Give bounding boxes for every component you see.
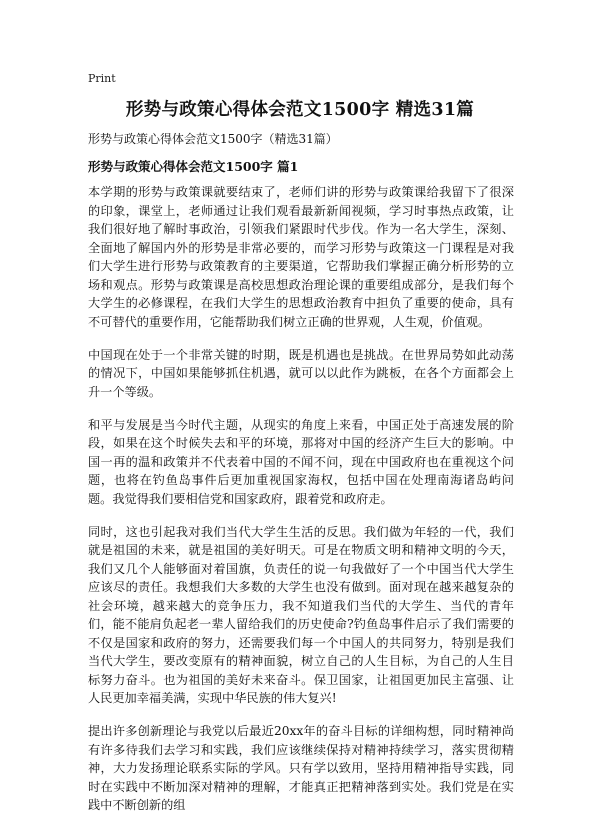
print-label[interactable]: Print [88, 72, 116, 85]
paragraph: 中国现在处于一个非常关键的时期，既是机遇也是挑战。在世界局势如此动荡的情况下，中国如果能够抓住机遇，就可以以此作为跳板，在各个方面都会上升一个等级。 [88, 347, 514, 399]
section-heading: 形势与政策心得体会范文1500字 篇1 [88, 159, 299, 174]
document-body [88, 183, 514, 829]
document-title: 形势与政策心得体会范文1500字 精选31篇 [125, 100, 475, 120]
paragraph: 本学期的形势与政策课就要结束了，老师们讲的形势与政策课给我留下了很深的印象，课堂上，老师通过让我们观看最新新闻视频，学习时事热点政策，让我们很好地了解时事政治，引领我们紧跟时代步伐。作为一名大学生，深刻、全面地了解国内外的形势是非常必要的，而学习形势与政策这一门课程是对我们大学生进行形势与政策教育的主要渠道，它帮助我们掌握正确分析形势的立场和观点。形势与政策课是高校思想政治理论课的重要组成部分，是我们每个大学生的必修课程，在我们大学生的思想政治教育中担负了重要的使命，具有不可替代的重要作用，它能帮助我们树立正确的世界观，人生观，价值观。 [88, 185, 514, 329]
paragraph: 同时，这也引起我对我们当代大学生生活的反思。我们做为年轻的一代，我们就是祖国的未来，就是祖国的美好明天。可是在物质文明和精神文明的今天，我们又几个人能够面对着国旗，负责任的说一句我做好了一个中国当代大学生应该尽的责任。我想我们大多数的大学生也没有做到。面对现在越来越复杂的社会环境，越来越大的竞争压力，我不知道我们当代的大学生、当代的青年们，能不能肩负起老一辈人留给我们的历史使命?钓鱼岛事件启示了我们需要的不仅是国家和政府的努力，还需要我们每一个中国人的共同努力，特别是我们当代大学生，要改变原有的精神面貌，树立自己的人生目标，为自己的人生目标努力奋斗。也为祖国的美好未来奋斗。保卫国家，让祖国更加民主富强、让人民更加幸福美满，实现中华民族的伟大复兴! [88, 524, 514, 705]
paragraph: 和平与发展是当今时代主题，从现实的角度上来看，中国正处于高速发展的阶段，如果在这个时候失去和平的环境，那将对中国的经济产生巨大的影响。中国一再的温和政策并不代表着中国的不闻不问，现在中国政府也在重视这个问题，也将在钓鱼岛事件后更加重视国家海权，包括中国在处理南海诸岛屿问题。我觉得我们要相信党和国家政府，跟着党和政府走。 [88, 417, 514, 506]
paragraph: 提出许多创新理论与我党以后最近20xx年的奋斗目标的详细构想，同时精神尚有许多待我们去学习和实践，我们应该继续保持对精神持续学习，落实贯彻精神，大力发扬理论联系实际的学风。只有学以致用，坚持用精神指导实践，同时在实践中不断加深对精神的理解，才能真正把精神落到实处。我们党是在实践中不断创新的组 [88, 724, 514, 812]
document-subtitle: 形势与政策心得体会范文1500字（精选31篇） [88, 132, 338, 146]
